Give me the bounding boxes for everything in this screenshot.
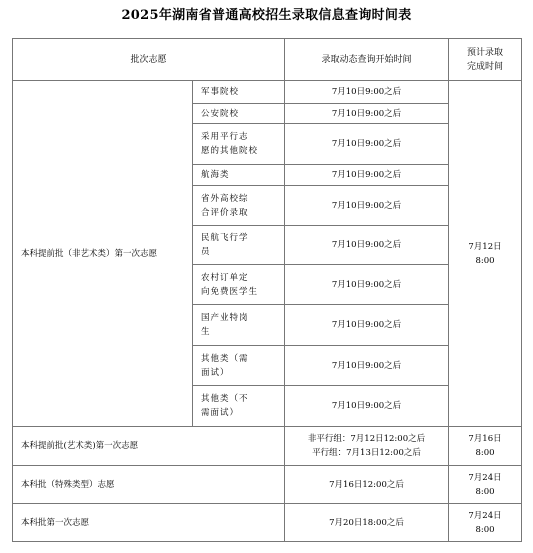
sub-batch-cell xyxy=(193,305,285,346)
query-time-cell: 7月10日9:00之后 xyxy=(285,226,449,265)
header-expected-finish-line2: 完成时间 xyxy=(467,61,504,72)
header-query-start: 录取动态查询开始时间 xyxy=(285,39,449,81)
sub-batch-line2: 需面试） xyxy=(201,408,240,418)
table-row xyxy=(13,81,522,104)
sub-batch-cell xyxy=(193,226,285,265)
sub-batch-cell: 公安院校 xyxy=(193,104,285,124)
query-time-cell: 7月10日9:00之后 xyxy=(285,386,449,427)
finish-time-cell-early-nonart xyxy=(449,81,522,427)
table-row-art xyxy=(13,427,522,466)
finish-time-cell-art xyxy=(449,427,522,466)
sub-batch-line2: 愿的其他院校 xyxy=(201,146,259,156)
sub-batch-line1: 农村订单定 xyxy=(201,272,249,283)
query-time-cell: 7月10日9:00之后 xyxy=(285,265,449,305)
sub-batch-cell: 军事院校 xyxy=(193,81,285,104)
sub-batch-line2: 员 xyxy=(201,247,211,257)
finish-hour: 8:00 xyxy=(475,255,495,266)
sub-batch-line1: 国产业特岗 xyxy=(201,313,249,323)
header-expected-finish-line1: 预计录取 xyxy=(467,47,504,58)
query-time-nonparallel: 非平行组：7月12日12:00之后 xyxy=(307,434,426,444)
header-batch: 批次志愿 xyxy=(13,39,285,81)
sub-batch-line1: 采用平行志 xyxy=(201,132,249,142)
query-time-cell: 7月10日9:00之后 xyxy=(285,124,449,165)
finish-time-cell-first xyxy=(449,504,522,542)
query-time-parallel: 平行组：7月13日12:00之后 xyxy=(312,448,421,458)
batch-cell-first: 本科批第一次志愿 xyxy=(13,504,285,542)
sub-batch-line1: 其他类（不 xyxy=(201,394,249,404)
sub-batch-line2: 合评价录取 xyxy=(201,207,249,218)
sub-batch-line1: 省外高校综 xyxy=(201,193,249,204)
sub-batch-cell xyxy=(193,346,285,386)
sub-batch-cell xyxy=(193,124,285,165)
query-time-cell: 7月10日9:00之后 xyxy=(285,346,449,386)
batch-cell-special: 本科批（特殊类型）志愿 xyxy=(13,466,285,504)
finish-hour: 8:00 xyxy=(475,524,495,535)
schedule-table xyxy=(12,38,522,542)
query-time-cell: 7月10日9:00之后 xyxy=(285,81,449,104)
batch-cell-early-art: 本科提前批(艺术类)第一次志愿 xyxy=(13,427,285,466)
query-time-cell: 7月10日9:00之后 xyxy=(285,165,449,186)
sub-batch-cell xyxy=(193,386,285,427)
sub-batch-cell xyxy=(193,186,285,226)
table-row-first xyxy=(13,504,522,542)
finish-date: 7月12日 xyxy=(468,241,502,252)
finish-hour: 8:00 xyxy=(475,486,495,497)
page-title: 2025年湖南省普通高校招生录取信息查询时间表 xyxy=(121,8,412,23)
sub-batch-line2: 生 xyxy=(201,327,211,337)
header-expected-finish xyxy=(449,39,522,81)
finish-time-cell-special xyxy=(449,466,522,504)
sub-batch-cell xyxy=(193,265,285,305)
query-time-cell: 7月10日9:00之后 xyxy=(285,305,449,346)
sub-batch-line2: 面试） xyxy=(201,367,230,378)
table-row-special xyxy=(13,466,522,504)
query-time-cell-art xyxy=(285,427,449,466)
finish-hour: 8:00 xyxy=(475,448,495,458)
query-time-cell: 7月10日9:00之后 xyxy=(285,104,449,124)
batch-cell-early-nonart: 本科提前批（非艺术类）第一次志愿 xyxy=(13,81,193,427)
sub-batch-line1: 其他类（需 xyxy=(201,353,249,364)
finish-date: 7月24日 xyxy=(468,472,502,483)
header-row xyxy=(13,39,522,81)
finish-date: 7月16日 xyxy=(468,434,502,444)
query-time-cell: 7月10日9:00之后 xyxy=(285,186,449,226)
sub-batch-cell: 航海类 xyxy=(193,165,285,186)
sub-batch-line1: 民航飞行学 xyxy=(201,233,249,243)
sub-batch-line2: 向免费医学生 xyxy=(201,286,259,297)
query-time-cell-first: 7月20日18:00之后 xyxy=(285,504,449,542)
query-time-cell-special: 7月16日12:00之后 xyxy=(285,466,449,504)
finish-date: 7月24日 xyxy=(468,510,502,521)
